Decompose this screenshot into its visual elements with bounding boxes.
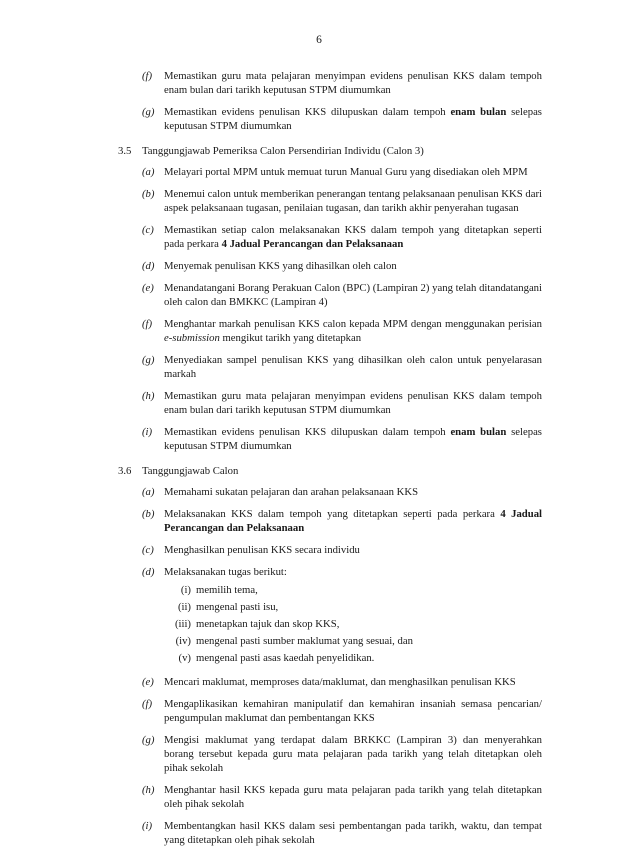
- item-label: (i): [142, 820, 153, 832]
- section-heading: [118, 464, 542, 478]
- bold-text: 4 Jadual Perancangan dan Pelaksanaan: [164, 508, 543, 534]
- list-item: [118, 389, 542, 417]
- item-text: [164, 224, 542, 250]
- item-label: (e): [142, 282, 154, 294]
- sub-item-number: (iv): [175, 635, 191, 647]
- list-item: [118, 317, 542, 345]
- text-segment: Menyemak penulisan KKS yang dihasilkan oleh calon: [164, 260, 397, 272]
- list-item: [118, 565, 542, 667]
- list-item: [118, 783, 542, 811]
- sub-list-item: [164, 616, 542, 633]
- item-text: [164, 566, 287, 578]
- item-text: [164, 486, 418, 498]
- section-title: Tanggungjawab Calon: [142, 465, 239, 477]
- item-text: [164, 698, 542, 724]
- text-segment: Menghantar markah penulisan KKS calon kepada MPM dengan menggunakan perisian: [164, 318, 542, 330]
- item-text: [164, 260, 397, 272]
- item-text: [164, 282, 542, 308]
- item-text: [164, 188, 542, 214]
- item-label: (g): [142, 734, 155, 746]
- item-label: (c): [142, 544, 154, 556]
- list-item: [118, 353, 542, 381]
- item-text: [164, 70, 542, 96]
- sub-item-text: mengenal pasti sumber maklumat yang sesuai, dan: [196, 635, 413, 647]
- list-item: [118, 485, 542, 499]
- text-segment: Memastikan guru mata pelajaran menyimpan evidens penulisan KKS dalam tempoh enam bulan dari tarikh keputusan STPM diumumkan: [164, 390, 542, 416]
- item-label: (h): [142, 390, 155, 402]
- text-segment: Menemui calon untuk memberikan penerangan tentang pelaksanaan penulisan KKS dari aspek pelaksanaan tugasan, penilaian tugasan, dan tarikh akhir penyerahan tugasan: [164, 188, 542, 214]
- item-label: (e): [142, 676, 154, 688]
- bold-text: 4 Jadual Perancangan dan Pelaksanaan: [221, 238, 404, 250]
- text-segment: Mencari maklumat, memproses data/maklumat, dan menghasilkan penulisan KKS: [164, 676, 516, 688]
- text-segment: Menyediakan sampel penulisan KKS yang dihasilkan oleh calon untuk penyelarasan markah: [164, 354, 542, 380]
- list-item: [118, 425, 542, 453]
- item-text: [164, 544, 360, 556]
- sub-list-item: [164, 582, 542, 599]
- text-segment: Membentangkan hasil KKS dalam sesi pembentangan pada tarikh, waktu, dan tempat yang ditetapkan oleh pihak sekolah: [164, 820, 542, 846]
- list-item: [118, 187, 542, 215]
- list-item: [118, 507, 542, 535]
- text-segment: mengikut tarikh yang ditetapkan: [219, 332, 362, 344]
- text-segment: Memastikan evidens penulisan KKS dilupuskan dalam tempoh: [164, 426, 451, 438]
- item-label: (g): [142, 354, 155, 366]
- sub-item-number: (ii): [177, 601, 191, 613]
- text-segment: Memahami sukatan pelajaran dan arahan pelaksanaan KKS: [164, 486, 419, 498]
- item-text: [164, 508, 542, 534]
- item-label: (g): [142, 106, 155, 118]
- text-segment: Menghantar hasil KKS kepada guru mata pelajaran pada tarikh yang telah ditetapkan oleh pihak sekolah: [164, 784, 542, 810]
- item-text: [164, 784, 542, 810]
- sub-item-text: mengenal pasti asas kaedah penyelidikan.: [196, 652, 375, 664]
- bold-text: enam bulan: [450, 426, 507, 438]
- list-item: [118, 697, 542, 725]
- item-label: (a): [142, 486, 155, 498]
- sub-item-text: memilih tema,: [196, 584, 258, 596]
- section-title: Tanggungjawab Pemeriksa Calon Persendirian Individu (Calon 3): [142, 145, 424, 157]
- item-label: (b): [142, 188, 155, 200]
- item-text: [164, 390, 542, 416]
- text-segment: Menghasilkan penulisan KKS secara individu: [164, 544, 360, 556]
- item-label: (h): [142, 784, 155, 796]
- item-label: (f): [142, 318, 153, 330]
- page-number: 6: [316, 34, 322, 46]
- sub-list-item: [164, 633, 542, 650]
- italic-text: e-submission: [164, 332, 220, 344]
- item-label: (d): [142, 566, 155, 578]
- sub-item-number: (iii): [174, 618, 191, 630]
- sub-item-number: (i): [180, 584, 191, 596]
- section-heading: [118, 144, 542, 158]
- item-text: [164, 166, 528, 178]
- item-label: (d): [142, 260, 155, 272]
- list-item: [118, 543, 542, 557]
- item-text: [164, 318, 542, 344]
- list-item: [118, 819, 542, 847]
- item-label: (b): [142, 508, 155, 520]
- item-text: [164, 106, 542, 132]
- text-segment: Melaksanakan KKS dalam tempoh yang ditetapkan seperti pada perkara: [164, 508, 501, 520]
- item-label: (i): [142, 426, 153, 438]
- sub-list-item: [164, 599, 542, 616]
- list-item: [118, 165, 542, 179]
- item-text: [164, 734, 542, 774]
- list-item: [118, 105, 542, 133]
- text-segment: selepas keputusan STPM diumumkan: [164, 426, 542, 452]
- section-number: 3.5: [118, 145, 132, 157]
- text-segment: Melayari portal MPM untuk memuat turun Manual Guru yang disediakan oleh MPM: [164, 166, 528, 178]
- item-text: [164, 354, 542, 380]
- list-item: [118, 281, 542, 309]
- text-segment: selepas keputusan STPM diumumkan: [164, 106, 542, 132]
- list-item: [118, 223, 542, 251]
- sub-item-text: mengenal pasti isu,: [196, 601, 279, 613]
- item-text: [164, 820, 542, 846]
- item-text: [164, 676, 516, 688]
- item-label: (f): [142, 70, 153, 82]
- item-label: (c): [142, 224, 154, 236]
- sub-item-text: menetapkan tajuk dan skop KKS,: [196, 618, 340, 630]
- text-segment: Menandatangani Borang Perakuan Calon (BPC) (Lampiran 2) yang telah ditandatangani oleh calon dan BMKKC (Lampiran 4): [164, 282, 542, 308]
- item-label: (f): [142, 698, 153, 710]
- text-segment: Mengisi maklumat yang terdapat dalam BRKKC (Lampiran 3) dan menyerahkan borang tersebut kepada guru mata pelajaran pada tarikh yang telah ditetapkan oleh pihak sekolah: [164, 734, 542, 774]
- bold-text: enam bulan: [450, 106, 507, 118]
- document-body: [118, 69, 542, 855]
- text-segment: Memastikan setiap calon melaksanakan KKS dalam tempoh yang ditetapkan seperti pada perkara: [164, 224, 542, 250]
- sub-list-item: [164, 650, 542, 667]
- text-segment: Mengaplikasikan kemahiran manipulatif dan kemahiran insaniah semasa pencarian/ pengumpulan maklumat dan pembentangan KKS: [164, 698, 542, 724]
- sub-list: [164, 582, 542, 667]
- list-item: [118, 259, 542, 273]
- list-item: [118, 675, 542, 689]
- text-segment: Melaksanakan tugas berikut:: [164, 566, 287, 578]
- item-text: [164, 426, 542, 452]
- sub-item-number: (v): [178, 652, 191, 664]
- text-segment: Memastikan guru mata pelajaran menyimpan evidens penulisan KKS dalam tempoh enam bulan dari tarikh keputusan STPM diumumkan: [164, 70, 542, 96]
- list-item: [118, 69, 542, 97]
- item-label: (a): [142, 166, 155, 178]
- list-item: [118, 733, 542, 775]
- text-segment: Memastikan evidens penulisan KKS dilupuskan dalam tempoh: [164, 106, 451, 118]
- section-number: 3.6: [118, 465, 132, 477]
